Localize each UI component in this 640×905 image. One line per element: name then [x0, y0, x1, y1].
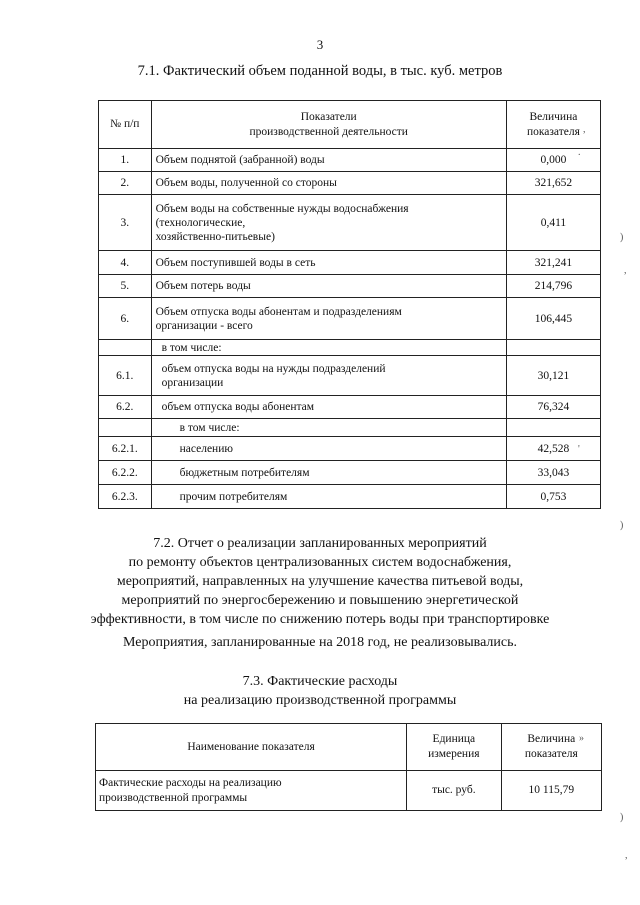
page-number: 3 — [316, 37, 324, 52]
scan-mark: ) — [620, 812, 624, 823]
section2-title: 7.2. Отчет о реализации запланированных мероприятий по ремонту объектов централизованных систем водоснабжения, мероприятий, направленных на улучшение качества питьевой воды, мероприятий по энергосбережению и повышению энергетической эффективности, в том числе по снижению потерь воды при транспортировке — [90, 536, 550, 627]
scan-mark: , — [583, 124, 586, 135]
table-row: 1. Объем поднятой (забранной) воды 0,000 — [99, 149, 601, 172]
table-row: 6.2. объем отпуска воды абонентам 76,324 — [99, 396, 601, 419]
table-row: 3. Объем воды на собственные нужды водоснабжения (технологические, хозяйственно-питьевые) 0,411 — [99, 195, 601, 251]
section2-text: Мероприятия, запланированные на 2018 год, не реализовывались. — [123, 635, 517, 650]
table-row: Фактические расходы на реализацию производственной программы тыс. руб. 10 115,79 — [96, 771, 602, 811]
scan-mark: . — [578, 147, 581, 158]
water-volume-table — [98, 100, 601, 509]
scan-mark: , — [624, 265, 627, 276]
scan-mark: ) — [620, 232, 624, 243]
table-row: 6.2.1. населению 42,528 — [99, 437, 601, 461]
table-header-row — [99, 101, 601, 149]
section3-title: 7.3. Фактические расходы на реализацию производственной программы — [183, 674, 457, 708]
section1-title: 7.1. Фактический объем поданной воды, в тыс. куб. метров — [137, 63, 503, 79]
table-row: 6.1. объем отпуска воды на нужды подразделений организации 30,121 — [99, 356, 601, 396]
table-row: 6.2.3. прочим потребителям 0,753 — [99, 485, 601, 509]
header-indicator: Показатели производственной деятельности — [151, 101, 506, 149]
table-row: 2. Объем воды, полученной со стороны 321,652 — [99, 172, 601, 195]
scan-mark: ) — [620, 520, 624, 531]
header-value: Величина показателя — [506, 101, 600, 149]
table-row: 6.2.2. бюджетным потребителям 33,043 — [99, 461, 601, 485]
table-header-row: Наименование показателя Единица измерения Величина показателя — [96, 724, 602, 771]
expenses-table — [95, 723, 602, 811]
table-row: в том числе: — [99, 340, 601, 356]
table-row: в том числе: — [99, 419, 601, 437]
table-row: 4. Объем поступившей воды в сеть 321,241 — [99, 251, 601, 275]
scan-mark: » — [579, 733, 584, 744]
table-row: 6. Объем отпуска воды абонентам и подразделениям организации - всего 106,445 — [99, 298, 601, 340]
scan-mark: , — [625, 850, 628, 861]
table-row: 5. Объем потерь воды 214,796 — [99, 275, 601, 298]
header-num: № п/п — [99, 101, 152, 149]
scan-mark: ' — [578, 444, 580, 455]
